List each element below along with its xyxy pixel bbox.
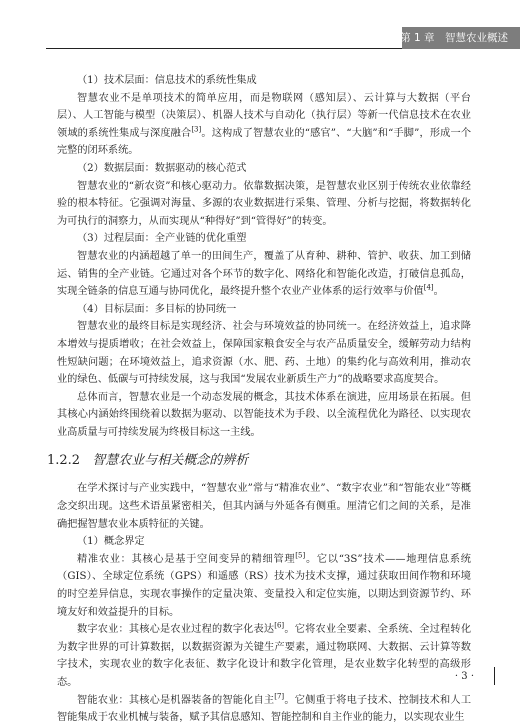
subheading <box>57 301 471 319</box>
paragraph-text: 在学术探讨与产业实践中，“智慧农业”常与“精准农业”、“数字农业”和“智能农业”等概念交织出现。这些术语虽紧密相关，但其内涵与外延各有侧重。厘清它们之间的关系，是准确把握智慧农业本质特征的关键。 <box>57 483 471 530</box>
paragraph-text: （2）数据层面：数据驱动的核心范式 <box>77 162 247 174</box>
paragraph-text: 精准农业：其核心是基于空间变异的精细管理 <box>77 553 296 565</box>
citation-ref: [4] <box>423 283 434 292</box>
citation-ref: [3] <box>191 125 202 134</box>
citation-ref: [7] <box>274 692 285 701</box>
paragraph-text: （4）目标层面：多目标的协同统一 <box>77 303 237 315</box>
body-block-2 <box>57 480 471 726</box>
paragraph <box>57 90 471 160</box>
paragraph-text: （1）概念界定 <box>77 536 145 548</box>
paragraph-text-continued: 。这构成了智慧农业的“感官”、“大脑”和“手脚”，形成一个完整的闭环系统。 <box>57 127 472 157</box>
paragraph-text-continued: 。它以“3S”技术——地理信息系统（GIS）、全球定位系统（GPS）和遥感（RS）技术为技术支撑，通过获取田间作物和环境的时空差异信息，实现农事操作的定量决策、变量投入和定位实施，以期达到资源节约、环境友好和效益提升的目标。 <box>57 553 471 618</box>
section-number: 1.2.2 <box>47 453 81 469</box>
subheading <box>57 533 471 551</box>
paragraph <box>57 480 471 533</box>
paragraph-text: 智慧农业的“新农资”和核心驱动力。依靠数据决策，是智慧农业区别于传统农业依靠经验的根本特征。它强调对海量、多源的农业数据进行采集、管理、分析与挖掘，将数据转化为可执行的洞察力，从而实现从“种得好”到“管得好”的转变。 <box>57 180 471 227</box>
section-title: 智慧农业与相关概念的辨析 <box>92 453 249 469</box>
subheading <box>57 160 471 178</box>
paragraph-text: 数字农业：其核心是农业过程的数字化表达 <box>77 624 275 636</box>
paragraph <box>57 248 471 301</box>
paragraph-text: （1）技术层面：信息技术的系统性集成 <box>77 75 257 86</box>
paragraph <box>57 318 471 388</box>
paragraph-text-continued: 。它将农业全要素、全系统、全过程转化为数字世界的可计算数据，以数据资源为关键生产要素，通过物联网、大数据、云计算等数字技术，实现农业的数字化表征、数字化设计和数字化管理，是农业数字化转型的高级形态。 <box>57 624 472 688</box>
subheading <box>57 72 471 90</box>
chapter-title: 第 1 章 智慧农业概述 <box>400 32 508 44</box>
footer-rule <box>494 667 495 685</box>
paragraph-text: （3）过程层面：全产业链的优化重塑 <box>77 233 247 245</box>
paragraph-text: 总体而言，智慧农业是一个动态发展的概念，其技术体系在演进，应用场景在拓展。但其核心内涵始终围绕着以数据为驱动、以智能技术为手段、以全流程优化为路径、以实现农业高质量与可持续发展为终极目标这一主线。 <box>57 391 471 438</box>
citation-ref: [6] <box>274 621 285 630</box>
section-heading <box>47 452 471 470</box>
subheading <box>57 230 471 248</box>
paragraph-text: 智慧农业的最终目标是实现经济、社会与环境效益的协同统一。在经济效益上，追求降本增效与提质增收；在社会效益上，保障国家粮食安全与农产品质量安全，缓解劳动力结构性短缺问题；在环境效益上，追求资源（水、肥、药、土地）的集约化与高效利用，推动农业的绿色、低碳与可持续发展，这与我国“发展农业新质生产力”的战略要求高度契合。 <box>57 321 471 386</box>
page-number: · 3 · <box>454 671 474 682</box>
paragraph-text: 智慧农业不是单项技术的简单应用，而是物联网（感知层）、云计算与大数据（平台层）、人工智能与模型（决策层）、机器人技术与自动化（执行层）等新一代信息技术在农业领域的系统性集成与深度融合 <box>57 92 471 139</box>
citation-ref: [5] <box>295 551 306 560</box>
paragraph <box>57 389 471 442</box>
paragraph <box>57 178 471 231</box>
paragraph-text-continued: 。它侧重于将电子技术、控制技术和人工智能集成于农业机械与装备，赋予其信息感知、智能控制和自主作业的能力，以实现农业生 <box>57 694 472 724</box>
paragraph-text: 智能农业：其核心是机器装备的智能化自主 <box>77 694 275 706</box>
paragraph-text-continued: 。 <box>433 286 444 298</box>
running-header <box>0 27 520 49</box>
paragraph <box>57 621 471 691</box>
page-body <box>47 72 472 727</box>
body-block-1 <box>57 72 471 441</box>
header-tab <box>402 27 520 49</box>
paragraph <box>57 551 471 621</box>
paragraph-text: 智慧农业的内涵超越了单一的田间生产，覆盖了从育种、耕种、管护、收获、加工到储运、销售的全产业链。它通过对各个环节的数字化、网络化和智能化改造，打破信息孤岛，实现全链条的信息互通与协同优化，最终提升整个农业产业体系的运行效率与价值 <box>57 250 471 298</box>
paragraph <box>57 692 471 727</box>
